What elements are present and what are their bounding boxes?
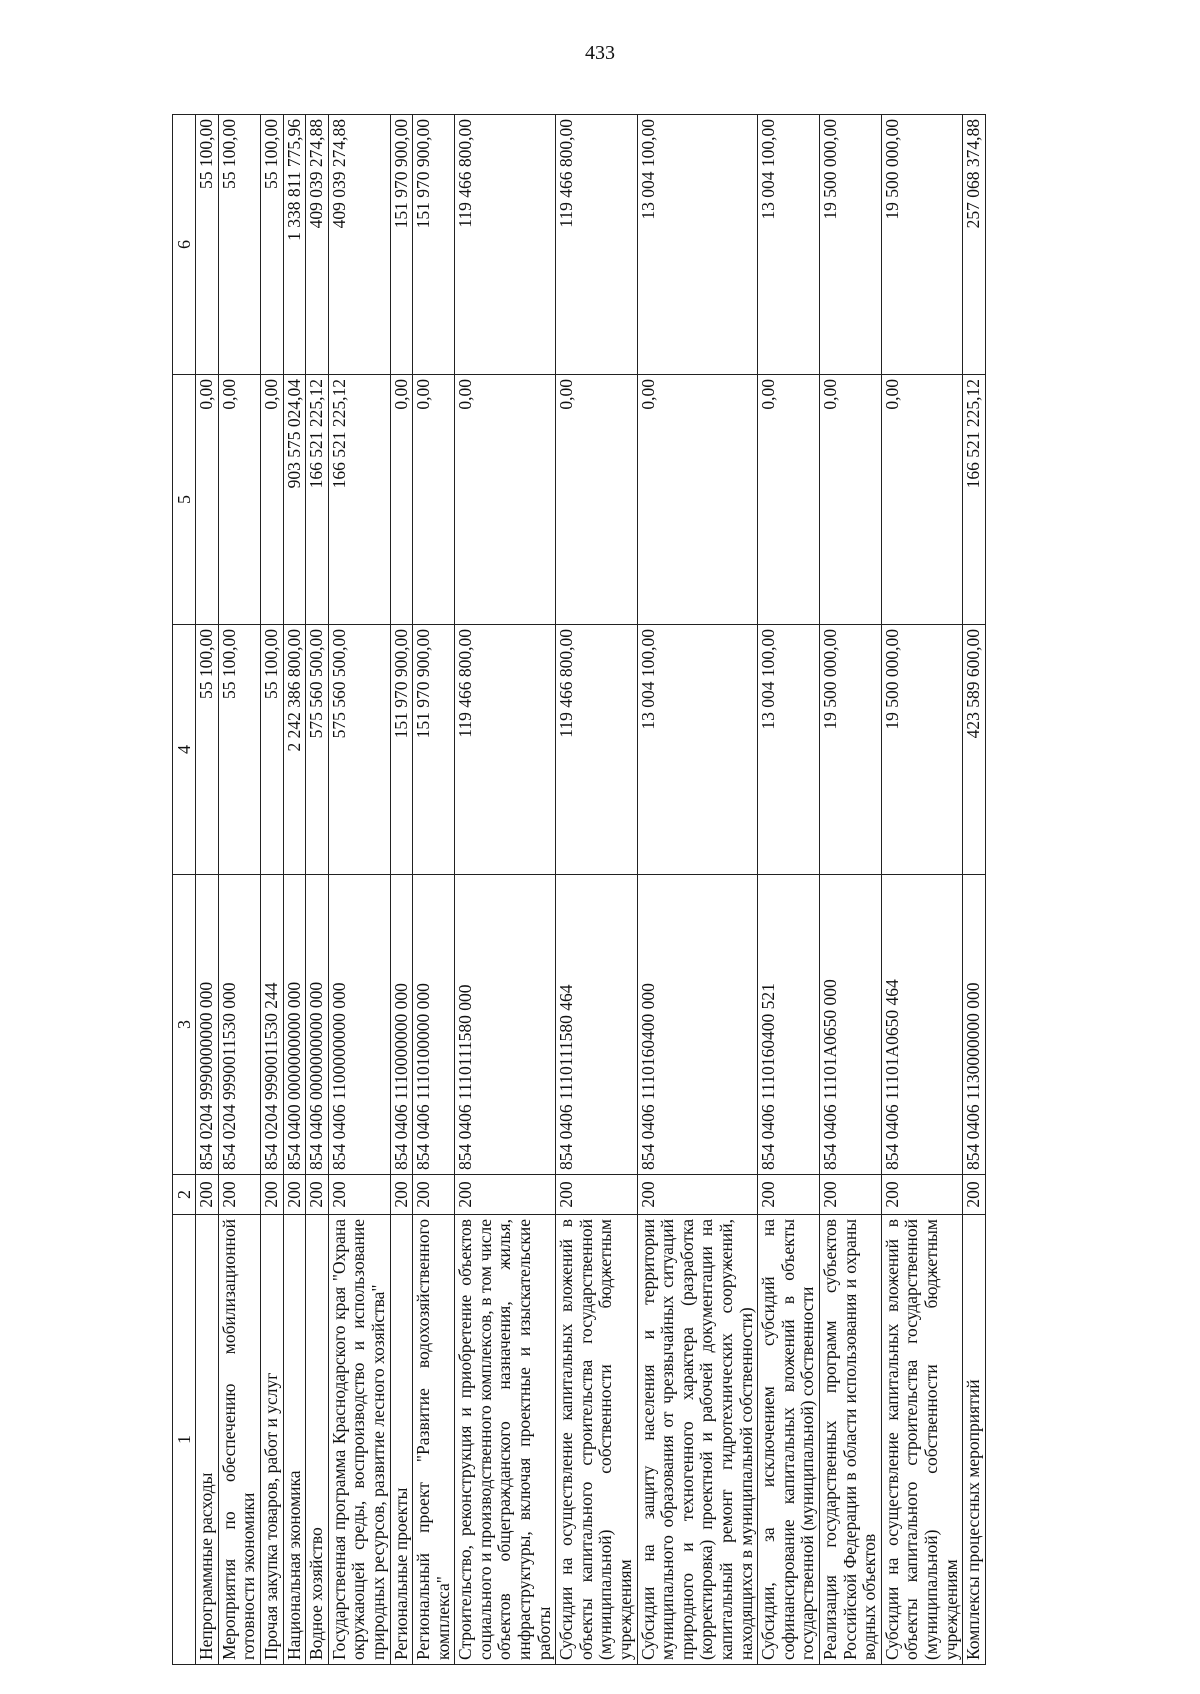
cell-name: Государственная программа Краснодарского края "Охрана окружающей среды, воспроизводство и использование природных ресурсов, развитие лесного хозяйства" — [328, 1215, 390, 1665]
cell-amount-remaining: 151 970 900,00 — [390, 115, 413, 375]
table-row — [328, 115, 390, 1665]
cell-budget-code: 854 0406 1110160400 521 — [758, 875, 820, 1175]
cell-budget-code: 854 0406 11101A0650 000 — [819, 875, 881, 1175]
cell-amount-remaining: 19 500 000,00 — [881, 115, 962, 375]
cell-budget-code: 854 0406 1110100000 000 — [413, 875, 455, 1175]
cell-name: Водное хозяйство — [306, 1215, 329, 1665]
cell-budget-code: 854 0204 9990011530 000 — [218, 875, 260, 1175]
cell-amount-plan: 19 500 000,00 — [819, 625, 881, 875]
cell-amount-executed: 0,00 — [455, 375, 556, 625]
cell-amount-executed: 0,00 — [819, 375, 881, 625]
cell-amount-executed: 0,00 — [556, 375, 637, 625]
cell-budget-code: 854 0406 1110111580 000 — [455, 875, 556, 1175]
cell-code-200: 200 — [637, 1175, 758, 1215]
cell-amount-plan: 13 004 100,00 — [637, 625, 758, 875]
cell-name: Реализация государственных программ субъектов Российской Федерации в области использования и охраны водных объектов — [819, 1215, 881, 1665]
cell-code-200: 200 — [455, 1175, 556, 1215]
cell-budget-code: 854 0204 9990011530 244 — [260, 875, 283, 1175]
cell-name: Комплексы процессных мероприятий — [963, 1215, 986, 1665]
table-row — [196, 115, 219, 1665]
cell-code-200: 200 — [963, 1175, 986, 1215]
header-col-4: 4 — [173, 625, 196, 875]
cell-amount-plan: 119 466 800,00 — [455, 625, 556, 875]
cell-amount-remaining: 13 004 100,00 — [637, 115, 758, 375]
table-row — [556, 115, 637, 1665]
cell-budget-code: 854 0406 1110111580 464 — [556, 875, 637, 1175]
table-row — [455, 115, 556, 1665]
cell-name: Субсидии на осуществление капитальных вложений в объекты капитального строительства государственной (муниципальной) собственности бюджетным учреждениям — [881, 1215, 962, 1665]
cell-code-200: 200 — [390, 1175, 413, 1215]
cell-amount-plan: 151 970 900,00 — [413, 625, 455, 875]
table-row — [283, 115, 306, 1665]
cell-amount-plan: 2 242 386 800,00 — [283, 625, 306, 875]
table-row — [819, 115, 881, 1665]
cell-name: Субсидии, за исключением субсидий на софинансирование капитальных вложений в объекты государственной (муниципальной) собственности — [758, 1215, 820, 1665]
cell-amount-plan: 13 004 100,00 — [758, 625, 820, 875]
cell-code-200: 200 — [556, 1175, 637, 1215]
cell-amount-executed: 0,00 — [390, 375, 413, 625]
table-row — [758, 115, 820, 1665]
cell-amount-remaining: 55 100,00 — [260, 115, 283, 375]
cell-name: Субсидии на защиту населения и территории муниципального образования от чрезвычайных ситуаций природного и техногенного характера (разработка (корректировка) проектной и рабочей документации на капитальный ремонт гидротехнических сооружений, находящихся в муниципальной собственности) — [637, 1215, 758, 1665]
table-row — [963, 115, 986, 1665]
header-col-5: 5 — [173, 375, 196, 625]
cell-name: Региональный проект "Развитие водохозяйственного комплекса" — [413, 1215, 455, 1665]
header-col-6: 6 — [173, 115, 196, 375]
cell-amount-plan: 575 560 500,00 — [328, 625, 390, 875]
table-row — [881, 115, 962, 1665]
cell-amount-executed: 166 521 225,12 — [328, 375, 390, 625]
table-row — [306, 115, 329, 1665]
cell-amount-plan: 55 100,00 — [218, 625, 260, 875]
cell-budget-code: 854 0400 0000000000 000 — [283, 875, 306, 1175]
cell-code-200: 200 — [196, 1175, 219, 1215]
cell-amount-executed: 0,00 — [413, 375, 455, 625]
cell-amount-plan: 55 100,00 — [196, 625, 219, 875]
table-row — [260, 115, 283, 1665]
cell-budget-code: 854 0406 1110000000 000 — [390, 875, 413, 1175]
cell-name: Мероприятия по обеспечению мобилизационной готовности экономики — [218, 1215, 260, 1665]
cell-budget-code: 854 0406 0000000000 000 — [306, 875, 329, 1175]
cell-amount-remaining: 13 004 100,00 — [758, 115, 820, 375]
cell-amount-plan: 423 589 600,00 — [963, 625, 986, 875]
table-header-row — [173, 115, 196, 1665]
cell-name: Национальная экономика — [283, 1215, 306, 1665]
cell-code-200: 200 — [283, 1175, 306, 1215]
table-row — [218, 115, 260, 1665]
cell-amount-remaining: 55 100,00 — [196, 115, 219, 375]
cell-budget-code: 854 0204 9990000000 000 — [196, 875, 219, 1175]
cell-amount-plan: 575 560 500,00 — [306, 625, 329, 875]
cell-amount-plan: 55 100,00 — [260, 625, 283, 875]
cell-amount-plan: 19 500 000,00 — [881, 625, 962, 875]
cell-amount-executed: 0,00 — [260, 375, 283, 625]
cell-name: Региональные проекты — [390, 1215, 413, 1665]
cell-code-200: 200 — [306, 1175, 329, 1215]
cell-name: Прочая закупка товаров, работ и услуг — [260, 1215, 283, 1665]
cell-budget-code: 854 0406 1110160400 000 — [637, 875, 758, 1175]
cell-code-200: 200 — [218, 1175, 260, 1215]
cell-amount-executed: 0,00 — [881, 375, 962, 625]
page-number: 433 — [585, 42, 615, 64]
header-col-3: 3 — [173, 875, 196, 1175]
header-col-2: 2 — [173, 1175, 196, 1215]
cell-amount-plan: 151 970 900,00 — [390, 625, 413, 875]
cell-code-200: 200 — [260, 1175, 283, 1215]
header-col-1: 1 — [173, 1215, 196, 1665]
cell-code-200: 200 — [819, 1175, 881, 1215]
cell-amount-remaining: 55 100,00 — [218, 115, 260, 375]
cell-budget-code: 854 0406 1100000000 000 — [328, 875, 390, 1175]
cell-budget-code: 854 0406 1130000000 000 — [963, 875, 986, 1175]
cell-code-200: 200 — [758, 1175, 820, 1215]
table-body — [173, 115, 986, 1665]
cell-amount-executed: 166 521 225,12 — [963, 375, 986, 625]
cell-amount-plan: 119 466 800,00 — [556, 625, 637, 875]
cell-name: Непрограммные расходы — [196, 1215, 219, 1665]
cell-code-200: 200 — [328, 1175, 390, 1215]
cell-amount-remaining: 119 466 800,00 — [556, 115, 637, 375]
cell-budget-code: 854 0406 11101A0650 464 — [881, 875, 962, 1175]
cell-amount-executed: 166 521 225,12 — [306, 375, 329, 625]
budget-table — [172, 114, 986, 1665]
cell-code-200: 200 — [881, 1175, 962, 1215]
cell-amount-remaining: 151 970 900,00 — [413, 115, 455, 375]
cell-name: Строительство, реконструкция и приобретение объектов социального и производственного комплексов, в том числе объектов общегражданского назначения, жилья, инфраструктуры, включая проектные и изыскательские работы — [455, 1215, 556, 1665]
cell-amount-remaining: 119 466 800,00 — [455, 115, 556, 375]
cell-amount-remaining: 19 500 000,00 — [819, 115, 881, 375]
table-row — [390, 115, 413, 1665]
cell-amount-remaining: 1 338 811 775,96 — [283, 115, 306, 375]
cell-amount-remaining: 409 039 274,88 — [306, 115, 329, 375]
cell-amount-executed: 0,00 — [196, 375, 219, 625]
table-row — [637, 115, 758, 1665]
cell-amount-executed: 0,00 — [758, 375, 820, 625]
cell-amount-remaining: 409 039 274,88 — [328, 115, 390, 375]
budget-table-rotated — [172, 115, 1085, 1665]
cell-amount-executed: 903 575 024,04 — [283, 375, 306, 625]
cell-name: Субсидии на осуществление капитальных вложений в объекты капитального строительства государственной (муниципальной) собственности бюджетным учреждениям — [556, 1215, 637, 1665]
cell-amount-executed: 0,00 — [218, 375, 260, 625]
cell-amount-remaining: 257 068 374,88 — [963, 115, 986, 375]
cell-code-200: 200 — [413, 1175, 455, 1215]
cell-amount-executed: 0,00 — [637, 375, 758, 625]
table-row — [413, 115, 455, 1665]
